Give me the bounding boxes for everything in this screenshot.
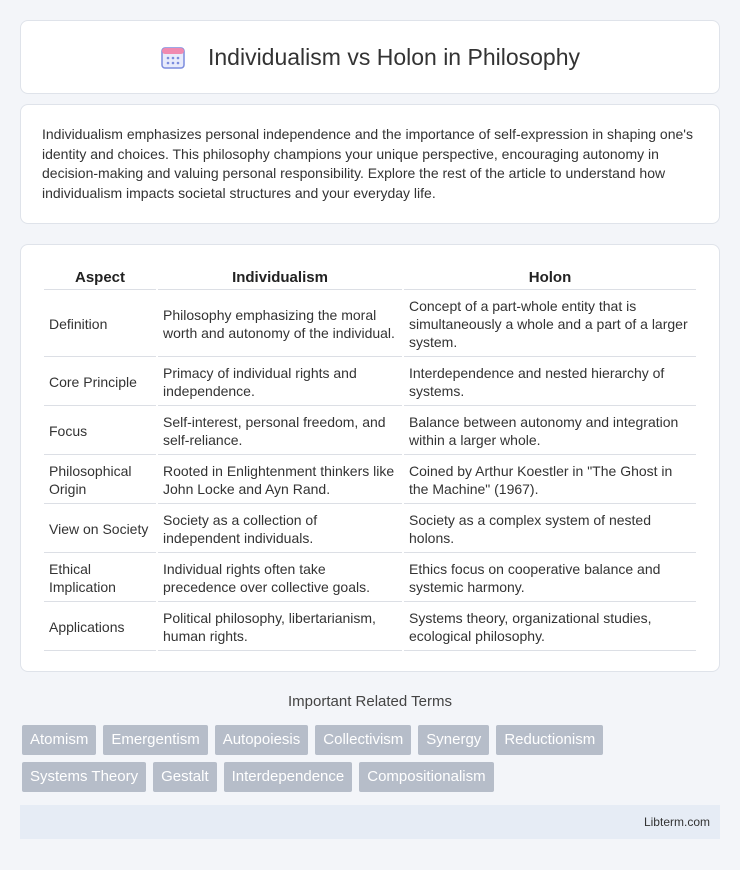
aspect-cell: Core Principle [44, 357, 156, 406]
comparison-table [42, 263, 698, 651]
individualism-cell: Self-interest, personal freedom, and self-reliance. [158, 406, 402, 455]
individualism-cell: Society as a collection of independent individuals. [158, 504, 402, 553]
related-terms-title: Important Related Terms [288, 693, 452, 710]
individualism-cell: Philosophy emphasizing the moral worth and autonomy of the individual. [158, 290, 402, 357]
tag-atomism[interactable]: Atomism [22, 725, 96, 755]
tag-synergy[interactable]: Synergy [418, 725, 489, 755]
holon-cell: Systems theory, organizational studies, ecological philosophy. [404, 602, 696, 651]
table-row [44, 602, 696, 651]
holon-cell: Society as a complex system of nested holons. [404, 504, 696, 553]
individualism-cell: Primacy of individual rights and independence. [158, 357, 402, 406]
table-row [44, 406, 696, 455]
aspect-cell: Definition [44, 290, 156, 357]
tag-autopoiesis[interactable]: Autopoiesis [215, 725, 309, 755]
tag-reductionism[interactable]: Reductionism [496, 725, 603, 755]
table-header-row [44, 263, 696, 290]
aspect-cell: Focus [44, 406, 156, 455]
header-individualism: Individualism [158, 263, 402, 290]
header-holon: Holon [404, 263, 696, 290]
holon-cell: Concept of a part-whole entity that is simultaneously a whole and a part of a larger system. [404, 290, 696, 357]
title-card [20, 20, 720, 94]
individualism-cell: Political philosophy, libertarianism, human rights. [158, 602, 402, 651]
aspect-cell: Ethical Implication [44, 553, 156, 602]
footer-site-link[interactable]: Libterm.com [643, 815, 710, 829]
header-aspect: Aspect [44, 263, 156, 290]
tag-systems-theory[interactable]: Systems Theory [22, 762, 146, 792]
intro-text: Individualism emphasizes personal independence and the importance of self-expression in shaping one's identity and choices. This philosophy champions your unique perspective, encouraging autonomy in decision-making and valuing personal responsibility. Explore the rest of the article to understand how individualism impacts societal structures and your everyday life. [42, 126, 693, 201]
holon-cell: Coined by Arthur Koestler in "The Ghost in the Machine" (1967). [404, 455, 696, 504]
tag-compositionalism[interactable]: Compositionalism [359, 762, 493, 792]
aspect-cell: Applications [44, 602, 156, 651]
calendar-icon [160, 44, 186, 70]
holon-cell: Interdependence and nested hierarchy of systems. [404, 357, 696, 406]
tag-collectivism[interactable]: Collectivism [315, 725, 411, 755]
aspect-cell: View on Society [44, 504, 156, 553]
table-row [44, 553, 696, 602]
aspect-cell: Philosophical Origin [44, 455, 156, 504]
page-title: Individualism vs Holon in Philosophy [207, 43, 581, 70]
individualism-cell: Rooted in Enlightenment thinkers like John Locke and Ayn Rand. [158, 455, 402, 504]
individualism-cell: Individual rights often take precedence over collective goals. [158, 553, 402, 602]
table-row [44, 455, 696, 504]
table-card [20, 244, 720, 672]
tag-emergentism[interactable]: Emergentism [103, 725, 207, 755]
holon-cell: Ethics focus on cooperative balance and systemic harmony. [404, 553, 696, 602]
table-row [44, 504, 696, 553]
holon-cell: Balance between autonomy and integration within a larger whole. [404, 406, 696, 455]
footer [20, 805, 720, 839]
intro-card [20, 104, 720, 224]
table-row [44, 290, 696, 357]
tag-gestalt[interactable]: Gestalt [153, 762, 217, 792]
related-tags [22, 725, 722, 799]
tag-interdependence[interactable]: Interdependence [224, 762, 353, 792]
table-row [44, 357, 696, 406]
